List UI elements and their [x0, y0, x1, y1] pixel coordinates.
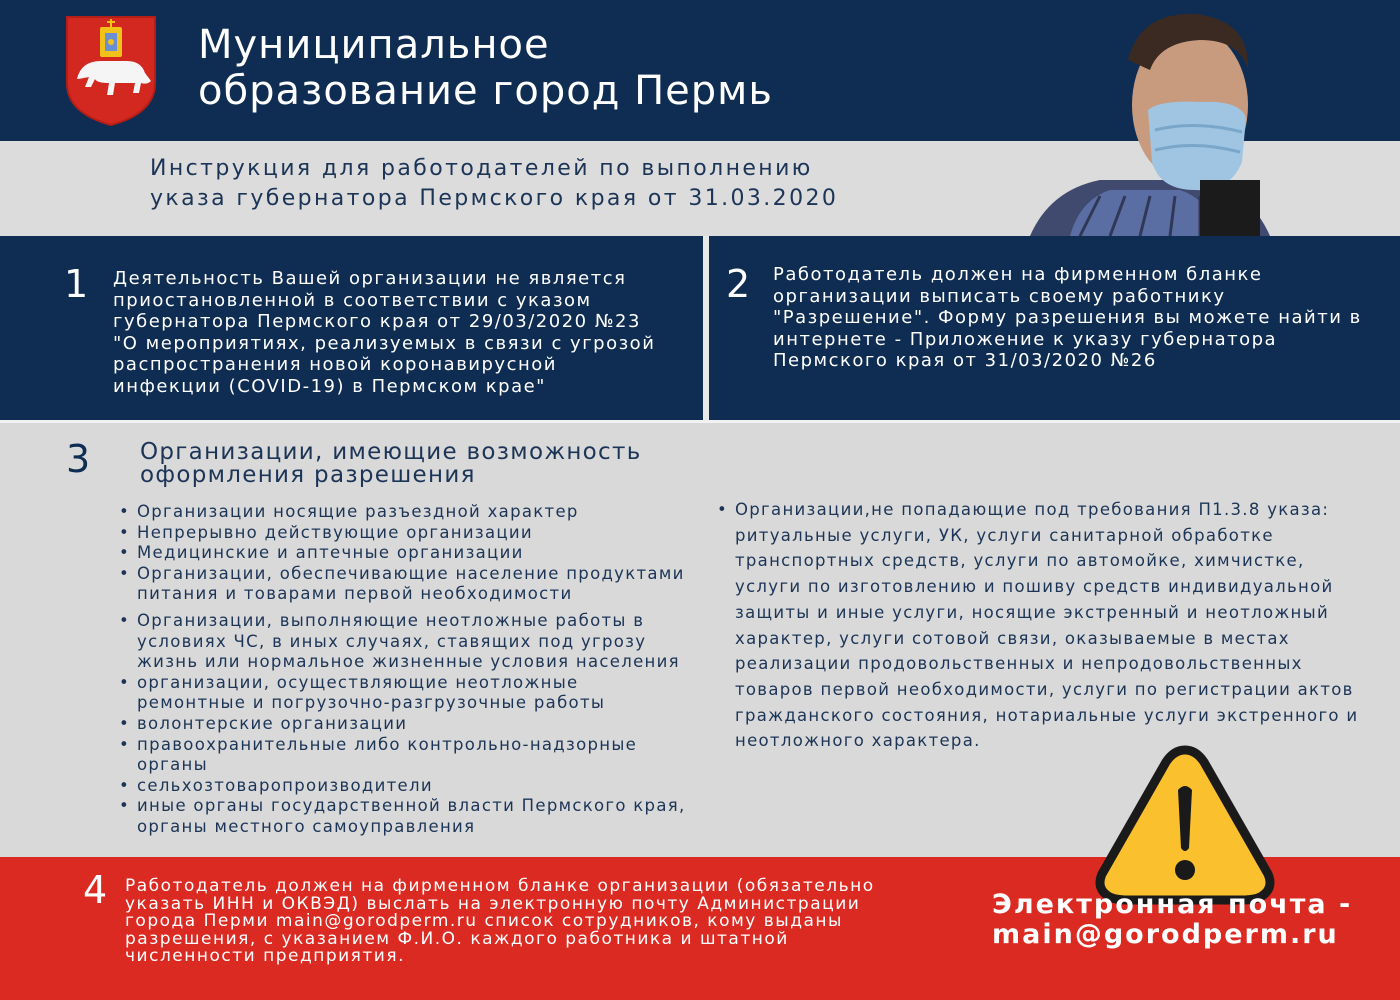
list-item-line: органы местного самоуправления — [137, 816, 476, 836]
list-item-line: • Организации, выполняющие неотложные работы в — [137, 610, 645, 630]
email-address: main@gorodperm.ru — [992, 919, 1339, 950]
list-item-line: ремонтные и погрузочно-разгрузочные работы — [137, 693, 606, 713]
perm-coat-of-arms-icon — [63, 13, 159, 127]
list-item-line: • волонтерские организации — [137, 713, 408, 733]
text-line: указать ИНН и ОКВЭД) выслать на электронную почту Администрации — [125, 893, 861, 914]
contact-email — [992, 890, 1352, 950]
text-line: города Перми main@gorodperm.ru список сотрудников, кому выданы — [125, 911, 843, 932]
page-subtitle — [150, 154, 838, 214]
list-item-line: гражданского состояния, нотариальные услуги экстренного и — [735, 705, 1359, 725]
text-line: "О мероприятиях, реализуемых в связи с угрозой — [113, 332, 656, 354]
list-item — [115, 776, 686, 797]
list-item-line: питания и товарами первой необходимости — [137, 584, 573, 604]
title-line: образование город Пермь — [198, 68, 773, 114]
text-line: организации выписать своему работнику — [773, 285, 1226, 307]
list-item — [115, 735, 686, 776]
list-item-line: • Организации, обеспечивающие население продуктами — [137, 563, 685, 583]
text-line: разрешения, с указанием Ф.И.О. каждого работника и штатной — [125, 928, 789, 949]
list-item — [115, 543, 686, 564]
list-item-line: защиты и иные услуги, носящие экстренный и неотложный — [735, 602, 1329, 622]
heading-line: оформления разрешения — [140, 462, 476, 488]
list-item-line: жизнь или нормальное жизненные условия населения — [137, 652, 680, 672]
step-number-2: 2 — [726, 262, 751, 306]
list-item — [115, 502, 686, 523]
text-line: Работодатель должен на фирменном бланке организации (обязательно — [125, 876, 875, 896]
subtitle-line: Инструкция для работодателей по выполнению — [150, 156, 813, 181]
text-line: "Разрешение". Форму разрешения вы можете найти в — [773, 307, 1362, 328]
list-item-line: • Организации,не попадающие под требования П1.3.8 указа: — [735, 500, 1330, 519]
title-line: Муниципальное — [198, 22, 550, 68]
page-title — [198, 22, 773, 114]
list-item — [115, 523, 686, 544]
list-item-line: услуги по изготовлению и пошиву средств индивидуальной — [735, 577, 1334, 597]
step-2-text — [773, 264, 1362, 372]
list-item-line: • Медицинские и аптечные организации — [137, 543, 524, 563]
masked-man-photo — [1010, 0, 1270, 236]
list-item-line: • сельхозтоваропроизводители — [137, 775, 433, 795]
exclamation-warning-icon — [1092, 742, 1278, 912]
list-item — [115, 673, 686, 714]
step-number-3: 3 — [66, 437, 91, 481]
allowed-organizations-list — [115, 502, 686, 838]
list-item-line: • правоохранительные либо контрольно-надзорные — [137, 734, 638, 754]
text-line: распространения новой коронавирусной — [113, 354, 557, 375]
list-item-line: • иные органы государственной власти Пермского края, — [137, 796, 686, 816]
text-line: губернатора Пермского края от 29/03/2020 №23 — [113, 311, 641, 332]
list-item — [115, 714, 686, 735]
list-item-line: • Непрерывно действующие организации — [137, 522, 533, 542]
list-item-line: ритуальные услуги, УК, услуги санитарной обработке — [735, 525, 1274, 545]
text-line: Деятельность Вашей организации не является — [113, 268, 627, 289]
subtitle-line: указа губернатора Пермского края от 31.03.2020 — [150, 186, 839, 211]
list-item — [115, 564, 686, 605]
list-item-line: товаров первой необходимости, услуги по регистрации актов — [735, 679, 1354, 699]
text-line: интернете - Приложение к указу губернатора — [773, 328, 1278, 350]
step-3-heading — [140, 441, 642, 487]
list-item-line: условиях ЧС, в иных случаях, ставящих под угрозу — [137, 631, 647, 651]
list-item-line: реализации продовольственных и непродовольственных — [735, 654, 1303, 674]
step-4-text — [125, 878, 875, 966]
list-item-line: транспортных средств, услуги по автомойке, химчистке, — [735, 551, 1305, 571]
list-item — [713, 497, 1358, 754]
text-line: Работодатель должен на фирменном бланке — [773, 264, 1263, 285]
text-line: инфекции (COVID-19) в Пермском крае" — [113, 375, 546, 397]
step-number-1: 1 — [64, 262, 89, 306]
list-item-line: • организации, осуществляющие неотложные — [137, 672, 579, 692]
list-item-line: • Организации носящие разъездной характер — [137, 502, 579, 521]
list-item-line: характер, услуги сотовой связи, оказываемые в местах — [735, 628, 1290, 648]
text-line: приостановленной в соответствии с указом — [113, 289, 592, 311]
list-item-line: органы — [137, 755, 208, 775]
step-number-4: 4 — [83, 868, 108, 912]
list-item-line: неотложного характера. — [735, 731, 981, 751]
email-label: Электронная почта - — [992, 889, 1353, 920]
text-line: Пермского края от 31/03/2020 №26 — [773, 350, 1157, 371]
text-line: численности предприятия. — [125, 946, 405, 967]
list-item — [115, 611, 686, 673]
exempt-organizations-list — [713, 497, 1358, 754]
list-item — [115, 796, 686, 837]
heading-line: Организации, имеющие возможность — [140, 439, 642, 465]
step-1-text — [113, 268, 655, 397]
